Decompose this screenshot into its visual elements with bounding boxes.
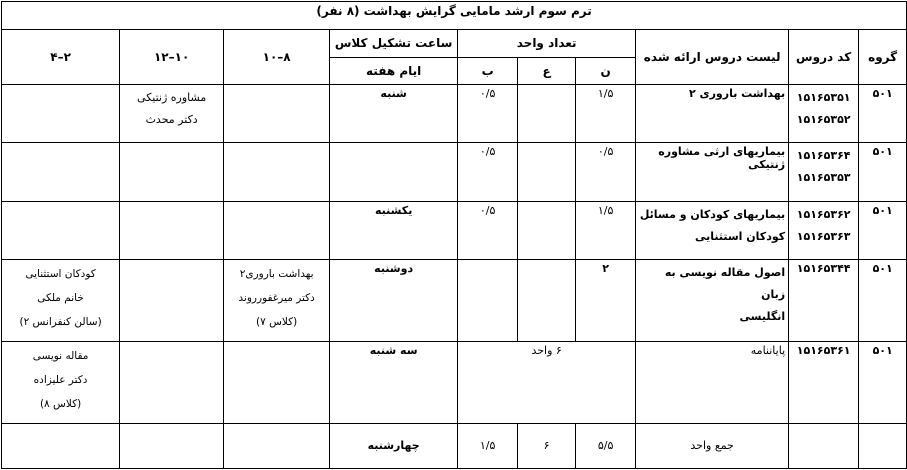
- cell-slot-10-12: [120, 143, 224, 201]
- cell-slot-2-4: مقاله نویسی دکتر علیزاده (کلاس ۸): [2, 341, 120, 423]
- cell-unit-a: [518, 84, 576, 142]
- cell-course-name: پایاننامه: [636, 341, 789, 423]
- cell-weekday: یکشنبه: [330, 201, 458, 259]
- header-course-list: لیست دروس ارائه شده: [636, 29, 789, 84]
- cell-unit-b: ۰/۵: [458, 201, 518, 259]
- schedule-table: [1, 1, 907, 469]
- cell-slot-10-12: [120, 260, 224, 342]
- cell-group: ۵۰۱: [859, 260, 907, 342]
- cell-course-code: [789, 423, 859, 468]
- cell-slot-8-10: [224, 341, 330, 423]
- cell-slot-2-4: کودکان استثنایی خانم ملکی (سالن کنفرانس ۲): [2, 260, 120, 342]
- cell-unit-a: [518, 201, 576, 259]
- cell-slot-2-4: [2, 423, 120, 468]
- cell-unit-a: [518, 260, 576, 342]
- cell-total-n: ۵/۵: [576, 423, 636, 468]
- cell-unit-n: ۰/۵: [576, 143, 636, 201]
- cell-slot-10-12: [120, 423, 224, 468]
- header-unit-b: ب: [458, 58, 518, 85]
- header-class-time: ساعت تشکیل کلاس: [330, 29, 458, 58]
- cell-unit-a: [518, 143, 576, 201]
- table-row: [2, 423, 907, 468]
- cell-weekday: سه شنبه: [330, 341, 458, 423]
- cell-unit-b: ۰/۵: [458, 143, 518, 201]
- cell-group: ۵۰۱: [859, 84, 907, 142]
- header-slot-10-12: ۱۰–۱۲: [120, 29, 224, 84]
- header-course-code: کد دروس: [789, 29, 859, 84]
- cell-unit-n: ۱/۵: [576, 84, 636, 142]
- header-unit-a: ع: [518, 58, 576, 85]
- cell-slot-8-10: [224, 84, 330, 142]
- table-row: [2, 143, 907, 201]
- cell-course-name: بیماریهای ارثی مشاوره ژنتیکی: [636, 143, 789, 201]
- cell-weekday: چهارشنبه: [330, 423, 458, 468]
- cell-unit-b: ۰/۵: [458, 84, 518, 142]
- table-row: [2, 84, 907, 142]
- cell-course-name: بهداشت باروری ۲: [636, 84, 789, 142]
- cell-slot-10-12: [120, 201, 224, 259]
- cell-slot-8-10: [224, 423, 330, 468]
- cell-slot-2-4: [2, 201, 120, 259]
- cell-course-code: ۱۵۱۶۵۳۶۲ ۱۵۱۶۵۳۶۳: [789, 201, 859, 259]
- cell-group: ۵۰۱: [859, 143, 907, 201]
- cell-unit-n: ۱/۵: [576, 201, 636, 259]
- cell-weekday: شنبه: [330, 84, 458, 142]
- cell-slot-2-4: [2, 84, 120, 142]
- header-unit-n: ن: [576, 58, 636, 85]
- table-title: ترم سوم ارشد مامایی گرایش بهداشت (۸ نفر): [2, 2, 907, 30]
- cell-course-code: ۱۵۱۶۵۳۶۱: [789, 341, 859, 423]
- cell-course-name: اصول مقاله نویسی به زبان انگلیسی: [636, 260, 789, 342]
- cell-unit-b: [458, 260, 518, 342]
- cell-course-code: ۱۵۱۶۵۳۵۱ ۱۵۱۶۵۳۵۲: [789, 84, 859, 142]
- cell-total-label: جمع واحد: [636, 423, 789, 468]
- table-row: [2, 260, 907, 342]
- header-slot-2-4: ۲–۴: [2, 29, 120, 84]
- cell-slot-10-12: [120, 341, 224, 423]
- cell-course-name: بیماریهای کودکان و مسائل کودکان استثنایی: [636, 201, 789, 259]
- cell-slot-8-10: [224, 201, 330, 259]
- cell-units-merged: ۶ واحد: [458, 341, 636, 423]
- cell-course-code: ۱۵۱۶۵۳۶۴ ۱۵۱۶۵۳۵۳: [789, 143, 859, 201]
- cell-total-a: ۶: [518, 423, 576, 468]
- header-slot-8-10: ۸–۱۰: [224, 29, 330, 84]
- table-row: [2, 341, 907, 423]
- table-row: [2, 201, 907, 259]
- cell-group: ۵۰۱: [859, 341, 907, 423]
- cell-slot-8-10: بهداشت باروری۲ دکتر میرغفورروند (کلاس ۷): [224, 260, 330, 342]
- header-group: گروه: [859, 29, 907, 84]
- cell-slot-2-4: [2, 143, 120, 201]
- cell-group: [859, 423, 907, 468]
- header-units: تعداد واحد: [458, 29, 636, 58]
- header-weekdays: ایام هفته: [330, 58, 458, 85]
- cell-course-code: ۱۵۱۶۵۳۴۴: [789, 260, 859, 342]
- cell-weekday: [330, 143, 458, 201]
- cell-unit-n: ۲: [576, 260, 636, 342]
- cell-group: ۵۰۱: [859, 201, 907, 259]
- cell-total-b: ۱/۵: [458, 423, 518, 468]
- cell-slot-8-10: [224, 143, 330, 201]
- cell-slot-10-12: مشاوره ژنتیکی دکتر محدث: [120, 84, 224, 142]
- cell-weekday: دوشنبه: [330, 260, 458, 342]
